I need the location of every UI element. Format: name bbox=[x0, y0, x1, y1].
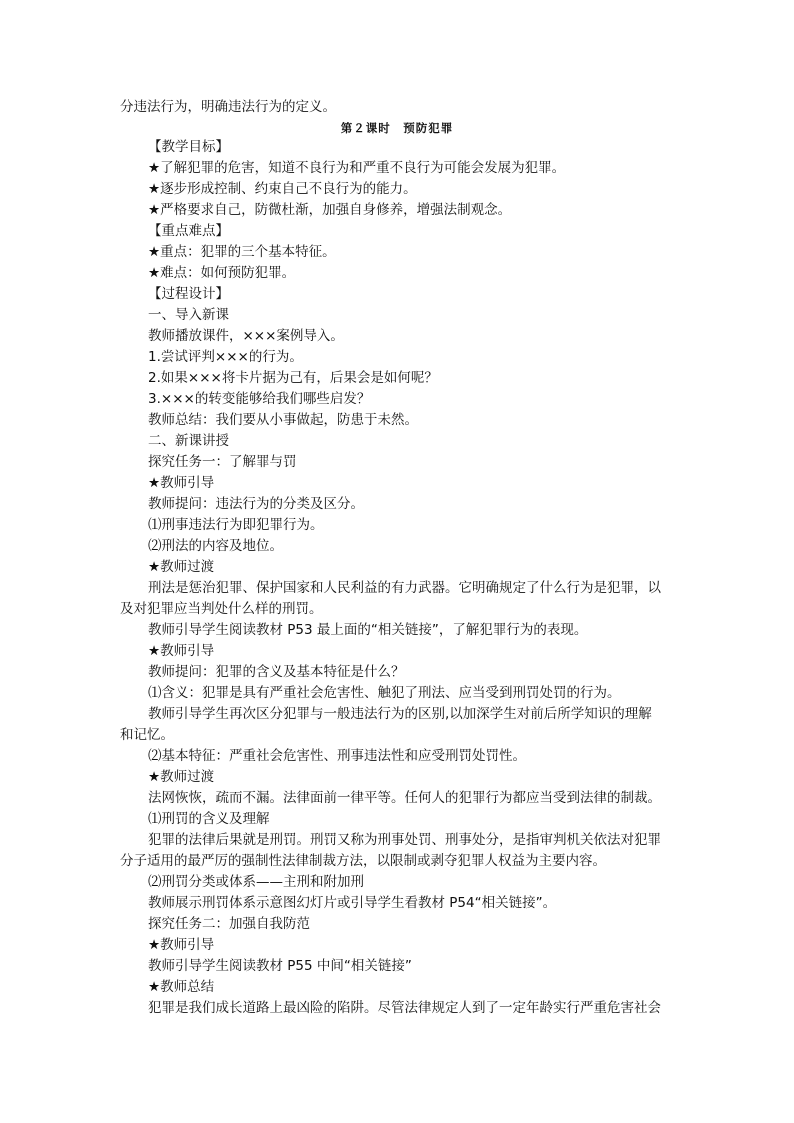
list-item: ⑴刑事违法行为即犯罪行为。 bbox=[148, 517, 324, 533]
goal-item: ★逐步形成控制、约束自己不良行为的能力。 bbox=[148, 181, 417, 197]
key-point: ★重点：犯罪的三个基本特征。 bbox=[148, 244, 336, 260]
text-line: 教师播放课件，×××案例导入。 bbox=[148, 328, 344, 344]
section-heading: 【教学目标】 bbox=[148, 139, 229, 155]
text-line: 犯罪是我们成长道路上最凶险的陷阱。尽管法律规定人到了一定年龄实行严重危害社会 bbox=[148, 1000, 661, 1016]
step-heading: ★教师总结 bbox=[148, 979, 215, 995]
list-item: 2.如果×××将卡片据为己有，后果会是如何呢？ bbox=[148, 370, 438, 386]
list-item: ⑴含义：犯罪是具有严重社会危害性、触犯了刑法、应当受到刑罚处罚的行为。 bbox=[148, 685, 621, 701]
text-line: 犯罪的法律后果就是刑罚。刑罚又称为刑事处罚、刑事处分，是指审判机关依法对犯罪 bbox=[148, 832, 661, 848]
text-line: 教师引导学生阅读教材 P55 中间“相关链接” bbox=[148, 958, 412, 974]
text-line: 教师总结：我们要从小事做起，防患于未然。 bbox=[148, 412, 418, 428]
text-line: 教师引导学生阅读教材 P53 最上面的“相关链接”，了解犯罪行为的表现。 bbox=[148, 622, 588, 638]
text-line: 法网恢恢，疏而不漏。法律面前一律平等。任何人的犯罪行为都应当受到法律的制裁。 bbox=[148, 790, 661, 806]
goal-item: ★严格要求自己，防微杜渐，加强自身修养，增强法制观念。 bbox=[148, 202, 512, 218]
task-heading: 探究任务一：了解罪与罚 bbox=[148, 454, 297, 470]
list-item: ⑵刑罚分类或体系——主刑和附加刑 bbox=[148, 874, 364, 890]
goal-item: ★了解犯罪的危害，知道不良行为和严重不良行为可能会发展为犯罪。 bbox=[148, 160, 566, 176]
step-heading: ★教师引导 bbox=[148, 643, 215, 659]
section-heading: 【过程设计】 bbox=[148, 286, 229, 302]
text-line: 刑法是惩治犯罪、保护国家和人民利益的有力武器。它明确规定了什么行为是犯罪，以 bbox=[148, 580, 661, 596]
text-line: 教师引导学生再次区分犯罪与一般违法行为的区别,以加深学生对前后所学知识的理解 bbox=[148, 706, 652, 722]
key-point: ★难点：如何预防犯罪。 bbox=[148, 265, 296, 281]
subsection-heading: 一、导入新课 bbox=[148, 307, 229, 323]
task-heading: 探究任务二：加强自我防范 bbox=[148, 916, 310, 932]
step-heading: ★教师过渡 bbox=[148, 769, 215, 785]
list-item: ⑵刑法的内容及地位。 bbox=[148, 538, 283, 554]
list-item: 1.尝试评判×××的行为。 bbox=[148, 349, 303, 365]
text-line: 教师展示刑罚体系示意图幻灯片或引导学生看教材 P54“相关链接”。 bbox=[148, 895, 557, 911]
text-line: 和记忆。 bbox=[120, 727, 174, 743]
list-item: ⑵基本特征：严重社会危害性、刑事违法性和应受刑罚处罚性。 bbox=[148, 748, 526, 764]
text-line: 教师提问：违法行为的分类及区分。 bbox=[148, 496, 364, 512]
text-line: 教师提问：犯罪的含义及基本特征是什么？ bbox=[148, 664, 405, 680]
list-item: ⑴刑罚的含义及理解 bbox=[148, 811, 270, 827]
text-line: 及对犯罪应当判处什么样的刑罚。 bbox=[120, 601, 323, 617]
text-line: 分子适用的最严厉的强制性法律制裁方法，以限制或剥夺犯罪人权益为主要内容。 bbox=[120, 853, 606, 869]
step-heading: ★教师过渡 bbox=[148, 559, 215, 575]
subsection-heading: 二、新课讲授 bbox=[148, 433, 229, 449]
step-heading: ★教师引导 bbox=[148, 937, 215, 953]
section-heading: 【重点难点】 bbox=[148, 223, 229, 239]
list-item: 3.×××的转变能够给我们哪些启发？ bbox=[148, 391, 371, 407]
text-line: 分违法行为，明确违法行为的定义。 bbox=[120, 99, 336, 115]
step-heading: ★教师引导 bbox=[148, 475, 215, 491]
lesson-title: 第２课时 预防犯罪 bbox=[340, 121, 454, 135]
